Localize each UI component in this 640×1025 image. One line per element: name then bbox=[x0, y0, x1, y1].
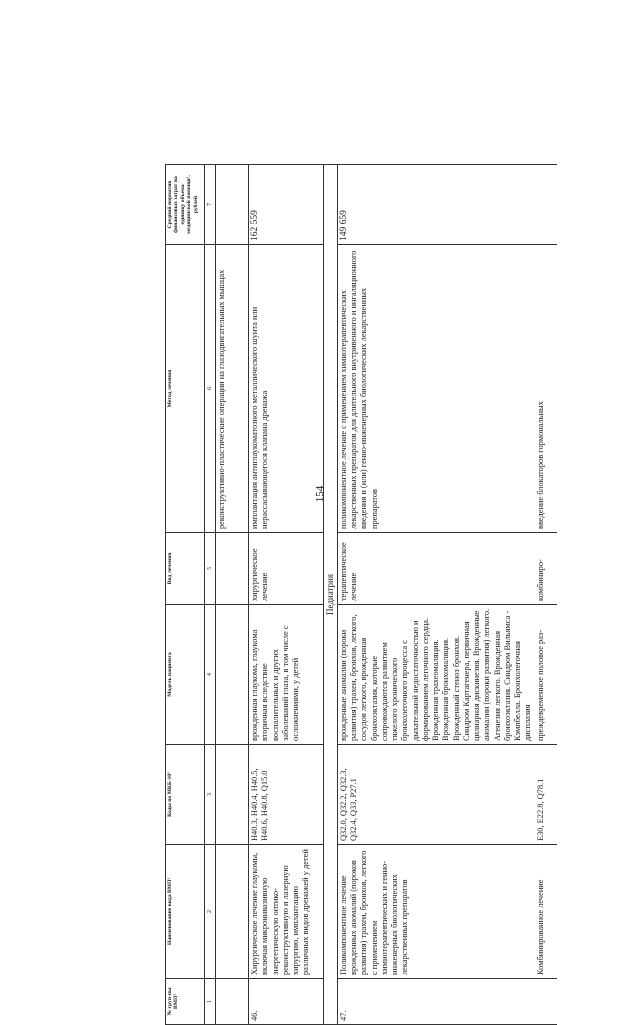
column-number: 5 bbox=[205, 533, 216, 605]
table-row bbox=[249, 165, 324, 1025]
header-vmp-name: Наименование вида ВМП¹ bbox=[166, 845, 205, 979]
table-row-continuation bbox=[216, 165, 249, 1025]
treatment-method-cell: введение блокаторов гормональных bbox=[535, 245, 557, 533]
icd-codes-cell: Q32.0, Q32.2, Q32.3, Q32.4, Q33, P27.1 bbox=[337, 745, 534, 845]
group-number-cell: 47. bbox=[337, 979, 534, 1025]
table-row bbox=[535, 165, 557, 1025]
patient-model-cell: преждевременное половое раз- bbox=[535, 605, 557, 745]
patient-model-cell: врожденная глаукома, глаукома вторичная вследствие воспалительных и других заболеваний глаза, в том числе с осложнениями, у детей bbox=[249, 605, 324, 745]
table-header-row bbox=[166, 165, 205, 1025]
header-cost-norm: Средний норматив финансовых затрат на единицу объема медицинской помощи³, рублей bbox=[166, 165, 205, 245]
column-number: 4 bbox=[205, 605, 216, 745]
icd-codes-cell: E30, E22.8, Q78.1 bbox=[535, 745, 557, 845]
treatment-type-cell: комбиниро- bbox=[535, 533, 557, 605]
rotated-page-content bbox=[165, 165, 560, 1025]
cost-norm-cell bbox=[535, 165, 557, 245]
treatment-method-cell: реконструктивно-пластические операции на глазодвигательных мышцах bbox=[216, 245, 249, 533]
vmp-name-cell: Поликомпонентное лечение врожденных аномалий (пороков развития) трахеи, бронхов, легкого с применением химиотерапевтических и генно-инженерных биологических лекарственных препаратов bbox=[337, 845, 534, 979]
treatment-type-cell: терапевтическое лечение bbox=[337, 533, 534, 605]
column-number: 3 bbox=[205, 745, 216, 845]
header-group-number: № груп-пы ВМП¹ bbox=[166, 979, 205, 1025]
section-title: Педиатрия bbox=[324, 165, 338, 1025]
cost-norm-cell: 149 659 bbox=[337, 165, 534, 245]
column-number-row bbox=[205, 165, 216, 1025]
treatment-type-cell: хирургическое лечение bbox=[249, 533, 324, 605]
table-row bbox=[337, 165, 534, 1025]
treatment-method-cell: имплантация антиглаукоматозного металлического шунта или нерассасывающегося клапана дренажа bbox=[249, 245, 324, 533]
treatment-method-cell: поликомпонентное лечение с применением химиотерапевтических лекарственных препаратов для длительного внутривенного и ингаляционного введения и (или) генно-инженерных биологических лекарственных препаратов bbox=[337, 245, 534, 533]
section-row bbox=[324, 165, 338, 1025]
cost-norm-cell: 162 559 bbox=[249, 165, 324, 245]
patient-model-cell: врожденные аномалии (пороки развития) трахеи, бронхов, легкого, сосудов легкого, врожденная бронхоэктазия, которые сопровождаются развитием тяжелого хронического бронхолегочного процесса с дыхательной недостаточностью и формированием легочного сердца. Врожденная трахеомаляция. Врожденная бронхомаляция. Врожденный стеноз бронхов. Синдром Картагенера, первичная цилиарная дискинезия. Врожденные аномалии (пороки развития) легкого. Агенезия легкого. Врожденная бронхоэктазия. Синдром Вильямса - Кэмпбелла. Бронхолегочная дисплазия bbox=[337, 605, 534, 745]
page-number: 154 bbox=[314, 485, 326, 503]
group-number-cell bbox=[535, 979, 557, 1025]
vmp-name-cell: Комбинированное лечение bbox=[535, 845, 557, 979]
group-number-cell: 46. bbox=[249, 979, 324, 1025]
column-number: 7 bbox=[205, 165, 216, 245]
column-number: 1 bbox=[205, 979, 216, 1025]
vmp-name-cell: Хирургическое лечение глаукомы, включая микроинвазивную энергетическую оптико-реконструктивную и лазерную хирургию, имплантацию различных видов дренажей у детей bbox=[249, 845, 324, 979]
icd-codes-cell: H40.3, H40.4, H40.5, H40.6, H40.8, Q15.0 bbox=[249, 745, 324, 845]
vmp-table bbox=[165, 164, 557, 1025]
header-patient-model: Модель пациента bbox=[166, 605, 205, 745]
header-treatment-method: Метод лечения bbox=[166, 245, 205, 533]
header-icd-codes: Коды по МКБ-10² bbox=[166, 745, 205, 845]
header-treatment-type: Вид лечения bbox=[166, 533, 205, 605]
column-number: 6 bbox=[205, 245, 216, 533]
column-number: 2 bbox=[205, 845, 216, 979]
